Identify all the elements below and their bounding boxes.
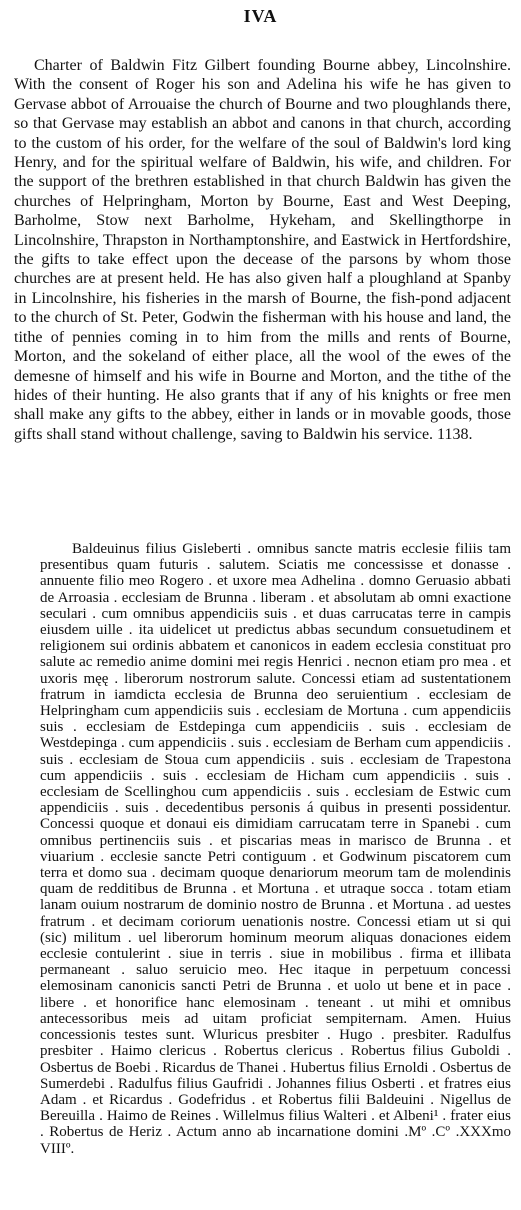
english-summary-paragraph: Charter of Baldwin Fitz Gilbert founding Bourne abbey, Lincolnshire. With the consent of Roger his son and Adelina his wife he has given to Gervase abbot of Arrouaise the church of Bourne and two ploughlands there, so that Gervase may establish an abbot and canons in that church, according to the custom of his order, for the welfare of the soul of Baldwin's lord king Henry, and for the spiritual welfare of Baldwin, his wife, and children. For the support of the brethren established in that church Baldwin has given the churches of Helpringham, Morton by Bourne, East and West Deeping, Barholme, Stow next Barholme, Hykeham, and Skellingthorpe in Lincolnshire, Thrapston in Northamptonshire, and Eastwick in Hertfordshire, the gifts to take effect upon the decease of the parsons by whom those churches are at present held. He has also given half a ploughland at Spanby in Lincolnshire, his fisheries in the marsh of Bourne, the fish-pond adjacent to the church of St. Peter, Godwin the fisherman with his house and land, the tithe of pennies coming in to him from the mills and rents of Bourne, Morton, and the sokeland of either place, all the wool of the ewes of the demesne of himself and his wife in Bourne and Morton, and the tithe of the hides of their hunting. He also grants that if any of his knights or free men shall make any gifts to the abbey, either in lands or in movable goods, those gifts shall stand without challenge, saving to Baldwin his service. 1138. [14,57,511,443]
latin-charter-text: Baldeuinus filius Gisleberti . omnibus sancte matris ecclesie filiis tam presentibus quam futuris . salutem. Sciatis me concessisse et donasse . annuente filio meo Rogero . et uxore mea Adhelina . domno Geruasio abbati de Arroasia . ecclesiam de Brunna . liberam . et absolutam ab omni exactione seculari . cum omnibus appendiciis suis . et duas carrucatas terre in campis eiusdem uille . ita uidelicet ut predictus abbas secundum consuetudinem et religionem sui ordinis abbatem et canonicos in eadem ecclesia constituat pro salute ac remedio anime domini mei regis Henrici . necnon etiam pro mea . et uxoris męę . liberorum nostrorum salute. Concessi etiam ad sustentationem fratrum in iamdicta ecclesia de Brunna deo seruientium . ecclesiam de Helpringham cum appendiciis suis . ecclesiam de Mortuna . cum appendiciis suis . ecclesiam de Estdepinga cum appendiciis . suis . ecclesiam de Westdepinga . cum appendiciis . suis . ecclesiam de Berham cum appendiciis . suis . ecclesiam de Stoua cum appendiciis . suis . ecclesiam de Trapestona cum appendiciis . suis . ecclesiam de Hicham cum appendiciis . suis . ecclesiam de Scellinghou cum appendiciis . suis . ecclesiam de Estwic cum appendiciis . suis . decedentibus personis á quibus in presenti possidentur. Concessi quoque et donaui eis dimidiam carrucatam terre in Spanebi . cum omnibus pertinenciis suis . et piscarias meas in marisco de Brunna . et viuarium . ecclesie sancte Petri contiguum . et Godwinum piscatorem cum terra et domo sua . decimam quoque denariorum meorum tam de molendinis quam de redditibus de Brunna . et Mortuna . et utraque socca . totam etiam lanam ouium nostrarum de dominio nostro de Brunna . et Mortuna . ad uestes fratrum . et decimam coriorum uenationis nostre. Concessi etiam ut si qui (sic) militum . uel liberorum hominum meorum aliquas donaciones eidem ecclesie contulerint . siue in terris . siue in mobilibus . firma et illibata permaneant . saluo seruicio meo. Hec itaque in perpetuum concessi elemosinam canonicis sancti Petri de Brunna . et uolo ut bene et in pace . libere . et honorifice hanc elemosinam . teneant . ut mihi et omnibus antecessoribus meis ad uitam proficiat sempiternam. Amen. Huius concessionis testes sunt. Wluricus presbiter . Hugo . presbiter. Radulfus presbiter . Haimo clericus . Robertus clericus . Robertus filius Guboldi . Osbertus de Boebi . Ricardus de Thanei . Hubertus filius Ernoldi . Osbertus de Sumerdebi . Radulfus filius Gaufridi . Johannes filius Osberti . et fratres eius Adam . et Ricardus . Godefridus . et Robertus filii Baldeuini . Nigellus de Bereuilla . Haimo de Reines . Willelmus filius Walteri . et Albeni¹ . frater eius . Robertus de Heriz . Actum anno ab incarnatione domini .Mº .Cº .XXXmo VIIIº. [40,541,511,1157]
charter-number-heading: IVA [243,6,278,26]
